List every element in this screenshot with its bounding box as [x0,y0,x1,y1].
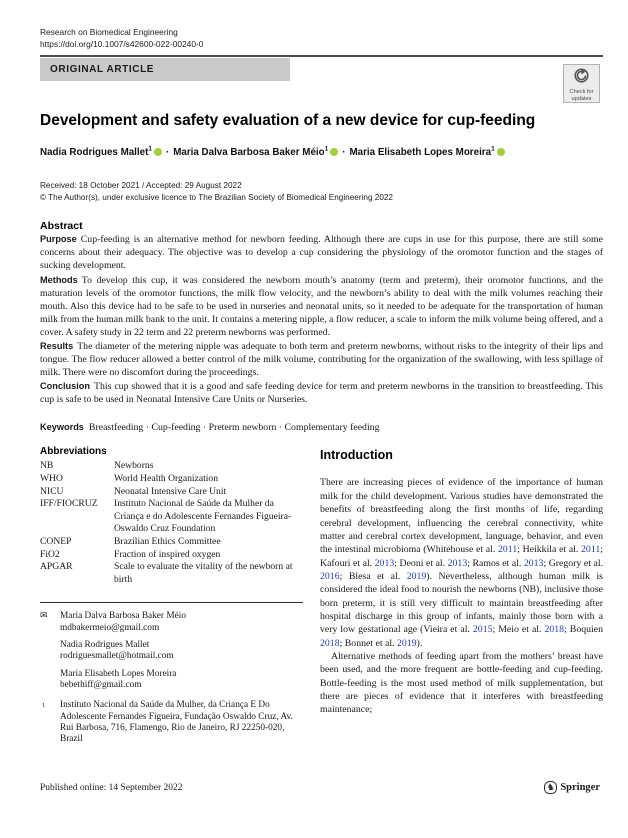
affiliation-text: Instituto Nacional da Saúde da Mulher, da Criança E Do Adolescente Fernandes Figueira, Fundação Oswaldo Cruz, Av. Rui Barbosa, 716, Flamengo, Rio de Janeiro, RJ 22250-020, Brazil [60,700,293,745]
paragraph-text: ). [416,637,423,649]
orcid-icon[interactable] [330,148,338,156]
doi-text[interactable]: https://doi.org/10.1007/s42600-022-00240-0 [40,39,204,49]
citation-year[interactable]: 2016 [320,570,340,582]
right-column [320,446,603,745]
abstract-section-results [40,340,603,379]
check-for-updates-badge[interactable] [563,64,600,103]
affiliation [40,700,303,745]
abbreviation-definition: Neonatal Intensive Care Unit [114,485,227,497]
orcid-icon[interactable] [154,148,162,156]
paragraph-text: Alternative methods of feeding apart from the mothers’ breast have been used, and the more frequent are bottle-feeding and cup-feeding. Bottle-feeding is the most used method of milk supplementation, but there are pieces of evidence that it interferes with breastfeeding maintenance; [320,650,603,716]
section-label: Purpose [40,234,77,245]
abbreviation-row [40,498,303,536]
paragraph-text: ; Bonnet et al. [339,637,398,649]
keywords-label: Keywords [40,422,84,433]
section-text: This cup showed that it is a good and safe feeding device for term and preterm newborns in the transition to breastfeeding. This cup is safe to be used in Neonatal Intensive Care Units or Nurseries. [40,381,603,406]
section-label: Methods [40,274,78,285]
author-separator: · [165,147,170,159]
author [40,147,162,158]
citation-year[interactable]: 2019 [406,570,427,582]
springer-wordmark: Springer [560,782,600,793]
correspondence-name: Nadia Rodrigues Mallet [60,640,150,651]
abbreviation-row [40,460,303,473]
abstract-section-methods [40,274,603,339]
check-for-updates-label-line1: Check for [569,89,594,95]
section-text: Cup-feeding is an alternative method for newborn feeding. Although there are cups in use for this purpose, there are still some concerns about their adequacy. The objective was to develop a cup considering the physiology of the oromotor function and the stages of sucking development. [40,234,603,272]
article-type-banner: ORIGINAL ARTICLE [40,58,290,81]
abbreviation-row [40,486,303,499]
correspondence-name: Maria Dalva Barbosa Baker Méio [60,611,186,622]
abbreviations-heading: Abbreviations [40,446,107,458]
abbreviation-definition: Newborns [114,460,154,472]
introduction-heading: Introduction [320,448,393,463]
citation-year[interactable]: 2013 [447,557,468,569]
citation-year[interactable]: 2019 [397,637,417,649]
abbreviation-term: IFF/FIOCRUZ [40,498,98,510]
paragraph-text: ; Ramos et al. [467,557,524,569]
paragraph-text: ; Gregory et al. [543,557,603,569]
published-online-text: Published online: 14 September 2022 [40,782,183,793]
left-column [40,446,303,745]
correspondence-name: Maria Elisabeth Lopes Moreira [60,668,177,679]
journal-title: Research on Biomedical Engineering [40,27,178,37]
author-affiliation-sup: 1 [148,146,152,153]
abbreviation-row [40,561,303,586]
abbreviation-term: CONEP [40,536,72,548]
paragraph-text: ; Blesa et al. [339,570,407,582]
section-label: Conclusion [40,381,91,392]
page-footer [40,781,600,794]
paragraph-text: There are increasing pieces of evidence of the importance of human milk for the child development. Various studies have demonstrated the benefits of breastfeeding along the first months of life, regarding cerebral development, influencing the cerebral connectivity, white matter and cerebral cortex development, language, behavior, and even the intestinal microbioma (Whitehouse et al. [320,477,603,556]
springer-logo [544,781,600,794]
keywords-line [40,422,603,433]
springer-horse-icon: ♞ [544,781,557,794]
abstract-heading: Abstract [40,220,83,233]
abbreviation-definition: Brazilian Ethics Committee [114,536,221,548]
paragraph-text: ; Boquien [564,624,603,636]
correspondence-email[interactable]: bebethiff@gmail.com [60,679,142,690]
abbreviation-row [40,536,303,549]
author-separator: · [342,147,346,159]
article-title: Development and safety evaluation of a new device for cup-feeding [40,112,536,129]
abbreviation-definition: Instituto Nacional de Saúde da Mulher da Criança e do Adolescente Fernandes Figueira-Oswaldo Cruz Foundation [114,498,292,535]
author [350,147,505,158]
abbreviation-term: NB [40,460,54,472]
introduction-paragraph [320,650,603,717]
author-affiliation-sup: 1 [491,146,495,153]
abbreviation-row [40,549,303,562]
abbreviation-row [40,473,303,486]
abstract-section-purpose [40,233,603,272]
paragraph-text: ; Kafouri et al. [320,544,603,569]
abstract-section-conclusion [40,380,603,406]
section-text: To develop this cup, it was considered the newborn mouth’s anatomy (term and preterm), their oromotor functions, and the maturation levels of the oromotor functions, the milk flow velocity, and the newborn’s ability to deal with the milk volumes reaching their mouth. Also this device had to be safe to be used in nurseries and neonatal units, so it needed to be adequate for the transportation of human milk from the human milk bank to the unit. It contains a metering nipple, a flow reducer, a scale to inform the milk volume being offered, and a cover. A safety study in 22 term and 22 preterm newborns was performed. [40,274,603,338]
citation-year[interactable]: 2013 [523,557,544,569]
abbreviation-definition: World Health Organization [114,473,219,485]
author-name: Maria Dalva Barbosa Baker Méio [173,147,325,159]
citation-year[interactable]: 2015 [472,624,493,636]
check-for-updates-label-line2: updates [571,96,592,103]
introduction-paragraph [320,476,603,649]
abbreviation-term: NICU [40,485,64,497]
envelope-icon: ✉ [40,610,48,621]
received-accepted-line: Received: 18 October 2021 / Accepted: 29 August 2022 [40,181,242,191]
correspondence-entry [40,669,303,692]
abbreviation-definition: Fraction of inspired oxygen [114,548,221,560]
correspondence-entry [40,640,303,663]
correspondence-email[interactable]: rodriguesmallet@hotmail.com [60,651,174,662]
citation-year[interactable]: 2018 [544,624,565,636]
crossmark-refresh-icon [574,70,589,87]
abbreviation-definition: Scale to evaluate the vitality of the newborn at birth [114,561,293,585]
author-list [40,146,603,158]
copyright-line: © The Author(s), under exclusive licence to The Brazilian Society of Biomedical Engineering 2022 [40,192,393,202]
author-affiliation-sup: 1 [324,146,329,153]
paragraph-text: ; Heikkila et al. [517,544,582,556]
paragraph-text: ; Meio et al. [492,624,545,636]
keywords-text: Breastfeeding · Cup-feeding · Preterm newborn · Complementary feeding [88,422,380,434]
abbreviation-term: WHO [40,473,63,485]
section-label: Results [40,341,74,352]
affiliation-marker: 1 [42,702,46,710]
section-text: The diameter of the metering nipple was adequate to both term and preterm newborns, without risks to the integrity of their lips and tongue. The flow reducer allowed a better control of the milk volume, contributing for the organization of the swallowing, with less spillage of milk. There were no discomfort during the proceedings. [40,341,603,379]
header-rule [40,55,603,57]
correspondence-entry [40,611,303,634]
citation-year[interactable]: 2018 [320,637,340,649]
paragraph-text: ). Nevertheless, although human milk is considered the ideal food to nourish the newborns (NB), inclusive those born preterm, it is still very difficult to maintain breastfeeding after hospital discharge in this group of infants, mainly those born with a very low gestational age (Vieira et al. [320,570,603,636]
correspondence-email[interactable]: mdbakermeio@gmail.com [60,622,160,633]
citation-year[interactable]: 2013 [374,557,395,569]
author-name: Maria Elisabeth Lopes Moreira [349,147,492,159]
citation-year[interactable]: 2011 [498,544,518,556]
author [173,147,338,158]
abbreviation-term: APGAR [40,561,73,573]
orcid-icon[interactable] [497,148,505,156]
footnote-block [40,602,303,745]
paragraph-text: ; Deoni et al. [394,557,448,569]
citation-year[interactable]: 2011 [581,544,601,556]
author-name: Nadia Rodrigues Mallet [40,147,149,159]
two-column-section [40,446,603,745]
abbreviation-term: FiO2 [40,548,60,560]
